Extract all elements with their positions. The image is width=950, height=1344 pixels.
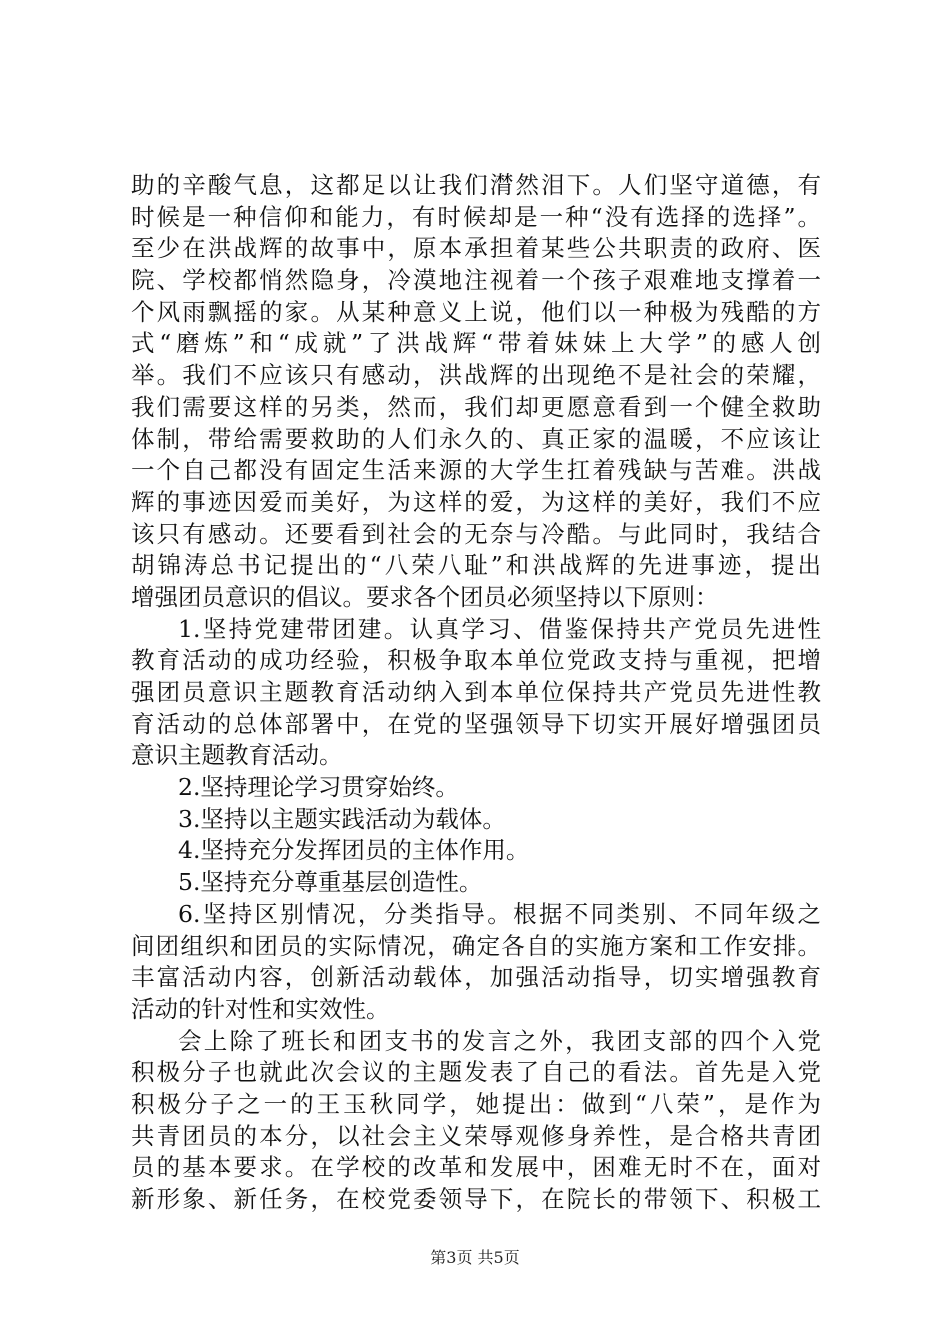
text-line: 一个自己都没有固定生活来源的大学生扛着残缺与苦难。洪战 [131, 456, 821, 485]
text-line: 3.坚持以主题实践活动为载体。 [178, 804, 506, 833]
text-line: 积极分子之一的王玉秋同学，她提出：做到“八荣”，是作为 [131, 1089, 821, 1118]
text-line: 体制，带给需要救助的人们永久的、真正家的温暖，不应该让 [131, 424, 821, 453]
text-line: 5.坚持充分尊重基层创造性。 [178, 868, 483, 897]
text-line: 员的基本要求。在学校的改革和发展中，困难无时不在，面对 [131, 1153, 821, 1182]
text-line: 1.坚持党建带团建。认真学习、借鉴保持共产党员先进性 [178, 614, 821, 643]
text-line: 间团组织和团员的实际情况，确定各自的实施方案和工作安排。 [131, 931, 821, 960]
text-line: 我们需要这样的另类，然而，我们却更愿意看到一个健全救助 [131, 392, 821, 421]
body-text [131, 170, 821, 1216]
text-line: 举。我们不应该只有感动，洪战辉的出现绝不是社会的荣耀， [131, 361, 821, 390]
text-line: 会上除了班长和团支书的发言之外，我团支部的四个入党 [178, 1026, 821, 1055]
text-line: 胡锦涛总书记提出的“八荣八耻”和洪战辉的先进事迹，提出 [131, 551, 821, 580]
page-footer: 第3页 共5页 [430, 1248, 520, 1267]
text-line: 积极分子也就此次会议的主题发表了自己的看法。首先是入党 [131, 1058, 821, 1087]
text-line: 增强团员意识的倡议。要求各个团员必须坚持以下原则： [131, 582, 719, 611]
text-line: 2.坚持理论学习贯穿始终。 [178, 773, 459, 802]
text-line: 意识主题教育活动。 [131, 741, 343, 770]
text-line: 助的辛酸气息，这都足以让我们潸然泪下。人们坚守道德，有 [131, 171, 821, 199]
text-line: 6.坚持区别情况，分类指导。根据不同类别、不同年级之 [178, 899, 821, 928]
text-line: 强团员意识主题教育活动纳入到本单位保持共产党员先进性教 [131, 678, 821, 706]
text-line: 个风雨飘摇的家。从某种意义上说，他们以一种极为残酷的方 [131, 297, 821, 326]
text-line: 丰富活动内容，创新活动载体，加强活动指导，切实增强教育 [131, 963, 821, 992]
text-line: 共青团员的本分，以社会主义荣辱观修身养性，是合格共青团 [131, 1121, 821, 1150]
text-line: 育活动的总体部署中，在党的坚强领导下切实开展好增强团员 [131, 709, 821, 738]
text-line: 该只有感动。还要看到社会的无奈与冷酷。与此同时，我结合 [131, 519, 821, 548]
text-line: 教育活动的成功经验，积极争取本单位党政支持与重视，把增 [131, 646, 821, 675]
text-line: 新形象、新任务，在校党委领导下，在院长的带领下、积极工 [131, 1185, 821, 1213]
text-line: 至少在洪战辉的故事中，原本承担着某些公共职责的政府、医 [131, 234, 821, 263]
text-line: 时候是一种信仰和能力，有时候却是一种“没有选择的选择”。 [131, 202, 821, 231]
text-line: 活动的针对性和实效性。 [131, 994, 390, 1023]
text-line: 式“磨炼”和“成就”了洪战辉“带着妹妹上大学”的感人创 [131, 329, 821, 358]
text-line: 院、学校都悄然隐身，冷漠地注视着一个孩子艰难地支撑着一 [131, 266, 821, 295]
text-line: 辉的事迹因爱而美好，为这样的爱，为这样的美好，我们不应 [131, 487, 821, 516]
text-line: 4.坚持充分发挥团员的主体作用。 [178, 836, 530, 865]
